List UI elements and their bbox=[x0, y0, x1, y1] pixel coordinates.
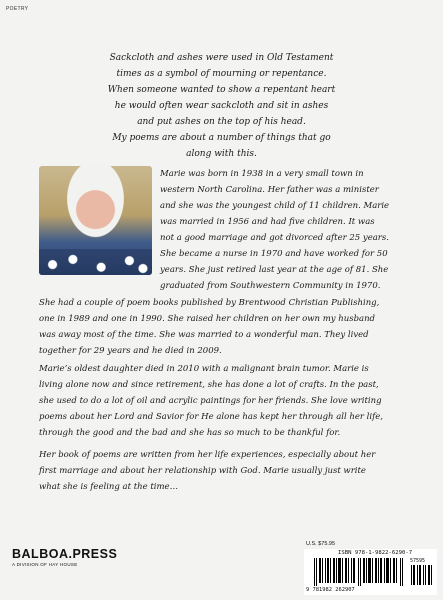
publisher-subtitle: A DIVISION OF HAY HOUSE bbox=[12, 562, 78, 567]
paragraph-daughter bbox=[39, 361, 419, 441]
barcode-block bbox=[304, 549, 437, 595]
bio-line: was away most of the time. She was married to a wonderful man. They lived bbox=[39, 330, 369, 340]
barcode-addon-number: 57595 bbox=[410, 558, 426, 564]
intro-line: and put ashes on the top of his head. bbox=[137, 117, 306, 127]
bio-line: was married in 1956 and had five children. It was bbox=[160, 217, 375, 227]
paragraph-line: first marriage and about her relationship with God. Marie usually just write bbox=[39, 466, 366, 476]
intro-line: My poems are about a number of things that go bbox=[112, 133, 331, 143]
price-label: U.S. $75.95 bbox=[306, 541, 336, 547]
bio-line: and she was the youngest child of 11 children. Marie bbox=[160, 201, 390, 211]
paragraph-line: Her book of poems are written from her life experiences, especially about her bbox=[39, 450, 376, 460]
paragraph-book bbox=[39, 447, 419, 495]
paragraph-line: living alone now and since retirement, she has done a lot of crafts. In the past, bbox=[39, 380, 379, 390]
bio-line: She became a nurse in 1970 and have worked for 50 bbox=[160, 249, 388, 259]
bio-line: western North Carolina. Her father was a minister bbox=[160, 185, 379, 195]
intro-line: times as a symbol of mourning or repentance. bbox=[116, 69, 327, 79]
paragraph-line: through the good and the bad and she has so much to be thankful for. bbox=[39, 428, 341, 438]
publisher-logo bbox=[12, 547, 118, 571]
barcode-addon-bars bbox=[411, 565, 435, 589]
ean-number: 9 781982 262907 bbox=[306, 587, 355, 593]
author-bio-beside-photo bbox=[160, 166, 420, 294]
bio-line: together for 29 years and he died in 2009. bbox=[39, 346, 222, 356]
bio-line: years. She just retired last year at the age of 81. She bbox=[160, 265, 389, 275]
intro-line: Sackcloth and ashes were used in Old Testament bbox=[109, 53, 334, 63]
bio-line: graduated from Southwestern Community in 1970. bbox=[160, 281, 381, 291]
paragraph-line: Marie’s oldest daughter died in 2010 with a malignant brain tumor. Marie is bbox=[39, 364, 369, 374]
paragraph-line: poems about her Lord and Savior for He alone has kept her through all her life, bbox=[39, 412, 384, 422]
photo-flowers bbox=[39, 249, 152, 275]
isbn-text: ISBN 978-1-9822-6290-7 bbox=[338, 550, 413, 556]
publisher-name: BALBOA.PRESS bbox=[12, 547, 118, 561]
paragraph-line: she used to do a lot of oil and acrylic paintings for her friends. She love writing bbox=[39, 396, 382, 406]
intro-text bbox=[60, 50, 383, 162]
bio-line: She had a couple of poem books published by Brentwood Christian Publishing, bbox=[39, 298, 380, 308]
author-photo bbox=[39, 166, 152, 275]
category-label: POETRY bbox=[6, 6, 29, 12]
bio-line: one in 1989 and one in 1990. She raised her children on her own my husband bbox=[39, 314, 375, 324]
intro-line: along with this. bbox=[186, 149, 257, 159]
barcode-bars bbox=[314, 558, 406, 586]
intro-line: he would often wear sackcloth and sit in ashes bbox=[114, 101, 329, 111]
paragraph-line: what she is feeling at the time… bbox=[39, 482, 179, 492]
bio-line: not a good marriage and got divorced after 25 years. bbox=[160, 233, 389, 243]
intro-line: When someone wanted to show a repentant heart bbox=[107, 85, 336, 95]
bio-line: Marie was born in 1938 in a very small town in bbox=[160, 169, 364, 179]
author-bio-continued bbox=[39, 295, 419, 359]
